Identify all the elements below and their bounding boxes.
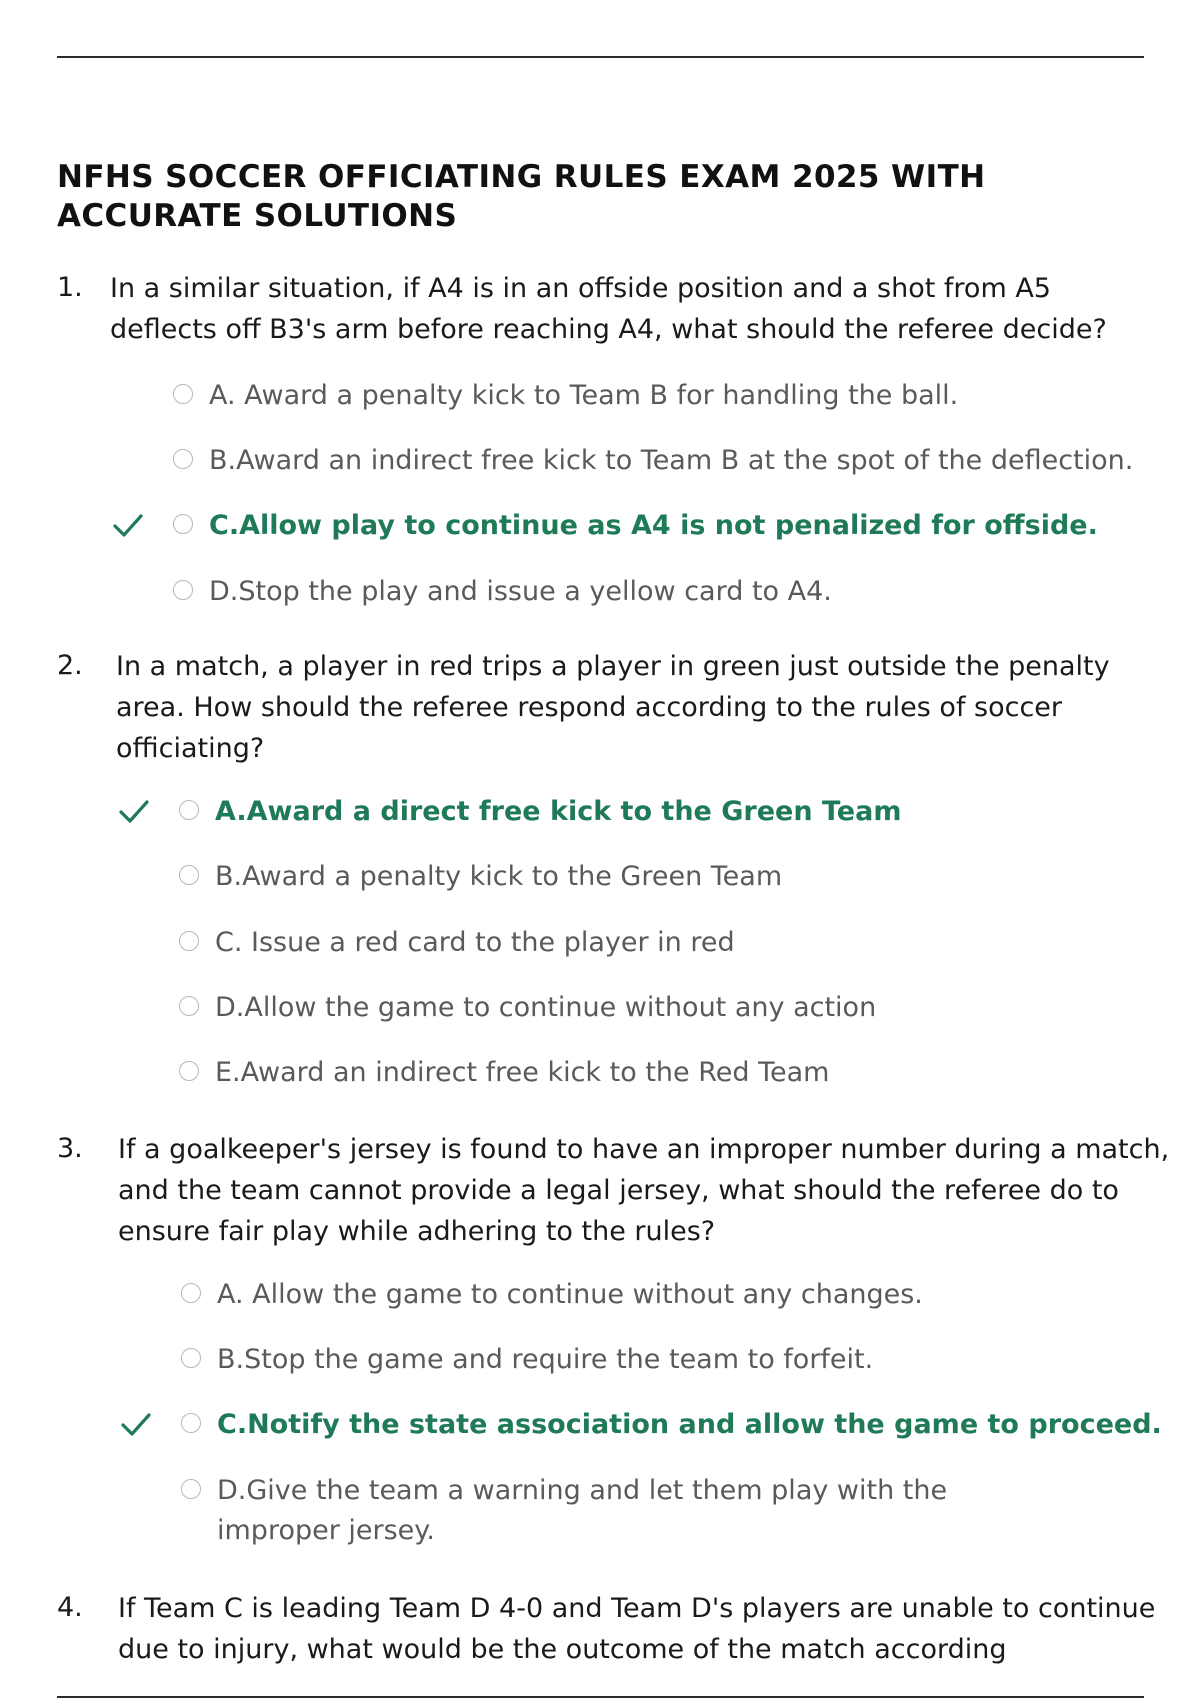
option-label: D.Give the team a warning and let them play with the improper jersey.	[217, 1475, 948, 1546]
radio-icon[interactable]	[181, 1348, 201, 1368]
radio-icon[interactable]	[181, 1479, 201, 1499]
option-label: C. Issue a red card to the player in red	[215, 927, 735, 958]
option-label: B.Award an indirect free kick to Team B at the spot of the deflection.	[209, 445, 1134, 476]
radio-icon[interactable]	[173, 580, 193, 600]
radio-icon[interactable]	[181, 1283, 201, 1303]
document-title: NFHS SOCCER OFFICIATING RULES EXAM 2025 WITH ACCURATE SOLUTIONS	[57, 159, 986, 234]
top-divider	[57, 56, 1144, 58]
option-label: B.Award a penalty kick to the Green Team	[215, 861, 783, 892]
checkmark-icon	[119, 1407, 153, 1441]
option-3d[interactable]	[181, 1471, 981, 1551]
option-label: C.Allow play to continue as A4 is not penalized for offside.	[209, 510, 1098, 541]
question-number: 1.	[57, 272, 83, 303]
radio-icon[interactable]	[173, 514, 193, 534]
question-text: If Team C is leading Team D 4-0 and Team D's players are unable to continue due to injury, what would be the outcome of the match according	[118, 1593, 1156, 1665]
radio-icon[interactable]	[179, 996, 199, 1016]
bottom-divider	[57, 1696, 1144, 1698]
radio-icon[interactable]	[179, 931, 199, 951]
question-text: In a similar situation, if A4 is in an offside position and a shot from A5 deflects off B3's arm before reaching A4, what should the referee decide?	[110, 273, 1107, 345]
option-label: D.Stop the play and issue a yellow card to A4.	[209, 576, 832, 607]
question-2	[57, 646, 1157, 769]
radio-icon[interactable]	[181, 1413, 201, 1433]
question-text: In a match, a player in red trips a player in green just outside the penalty area. How should the referee respond according to the rules of soccer officiating?	[116, 651, 1110, 764]
option-label: A.Award a direct free kick to the Green Team	[215, 796, 902, 827]
question-1	[57, 268, 1157, 350]
question-3	[57, 1129, 1170, 1252]
radio-icon[interactable]	[179, 800, 199, 820]
option-label: A. Award a penalty kick to Team B for handling the ball.	[209, 380, 959, 411]
radio-icon[interactable]	[179, 865, 199, 885]
question-4	[57, 1588, 1157, 1670]
option-label: E.Award an indirect free kick to the Red Team	[215, 1057, 830, 1088]
option-label: A. Allow the game to continue without any changes.	[217, 1279, 923, 1310]
radio-icon[interactable]	[173, 384, 193, 404]
checkmark-icon	[117, 794, 151, 828]
question-number: 2.	[57, 650, 83, 681]
option-label: C.Notify the state association and allow the game to proceed.	[217, 1409, 1162, 1440]
question-number: 3.	[57, 1133, 83, 1164]
question-text: If a goalkeeper's jersey is found to have an improper number during a match, and the team cannot provide a legal jersey, what should the referee do to ensure fair play while adhering to the rules?	[118, 1134, 1170, 1247]
question-number: 4.	[57, 1592, 83, 1623]
option-label: B.Stop the game and require the team to forfeit.	[217, 1344, 874, 1375]
radio-icon[interactable]	[173, 449, 193, 469]
radio-icon[interactable]	[179, 1061, 199, 1081]
option-label: D.Allow the game to continue without any action	[215, 992, 877, 1023]
checkmark-icon	[111, 508, 145, 542]
